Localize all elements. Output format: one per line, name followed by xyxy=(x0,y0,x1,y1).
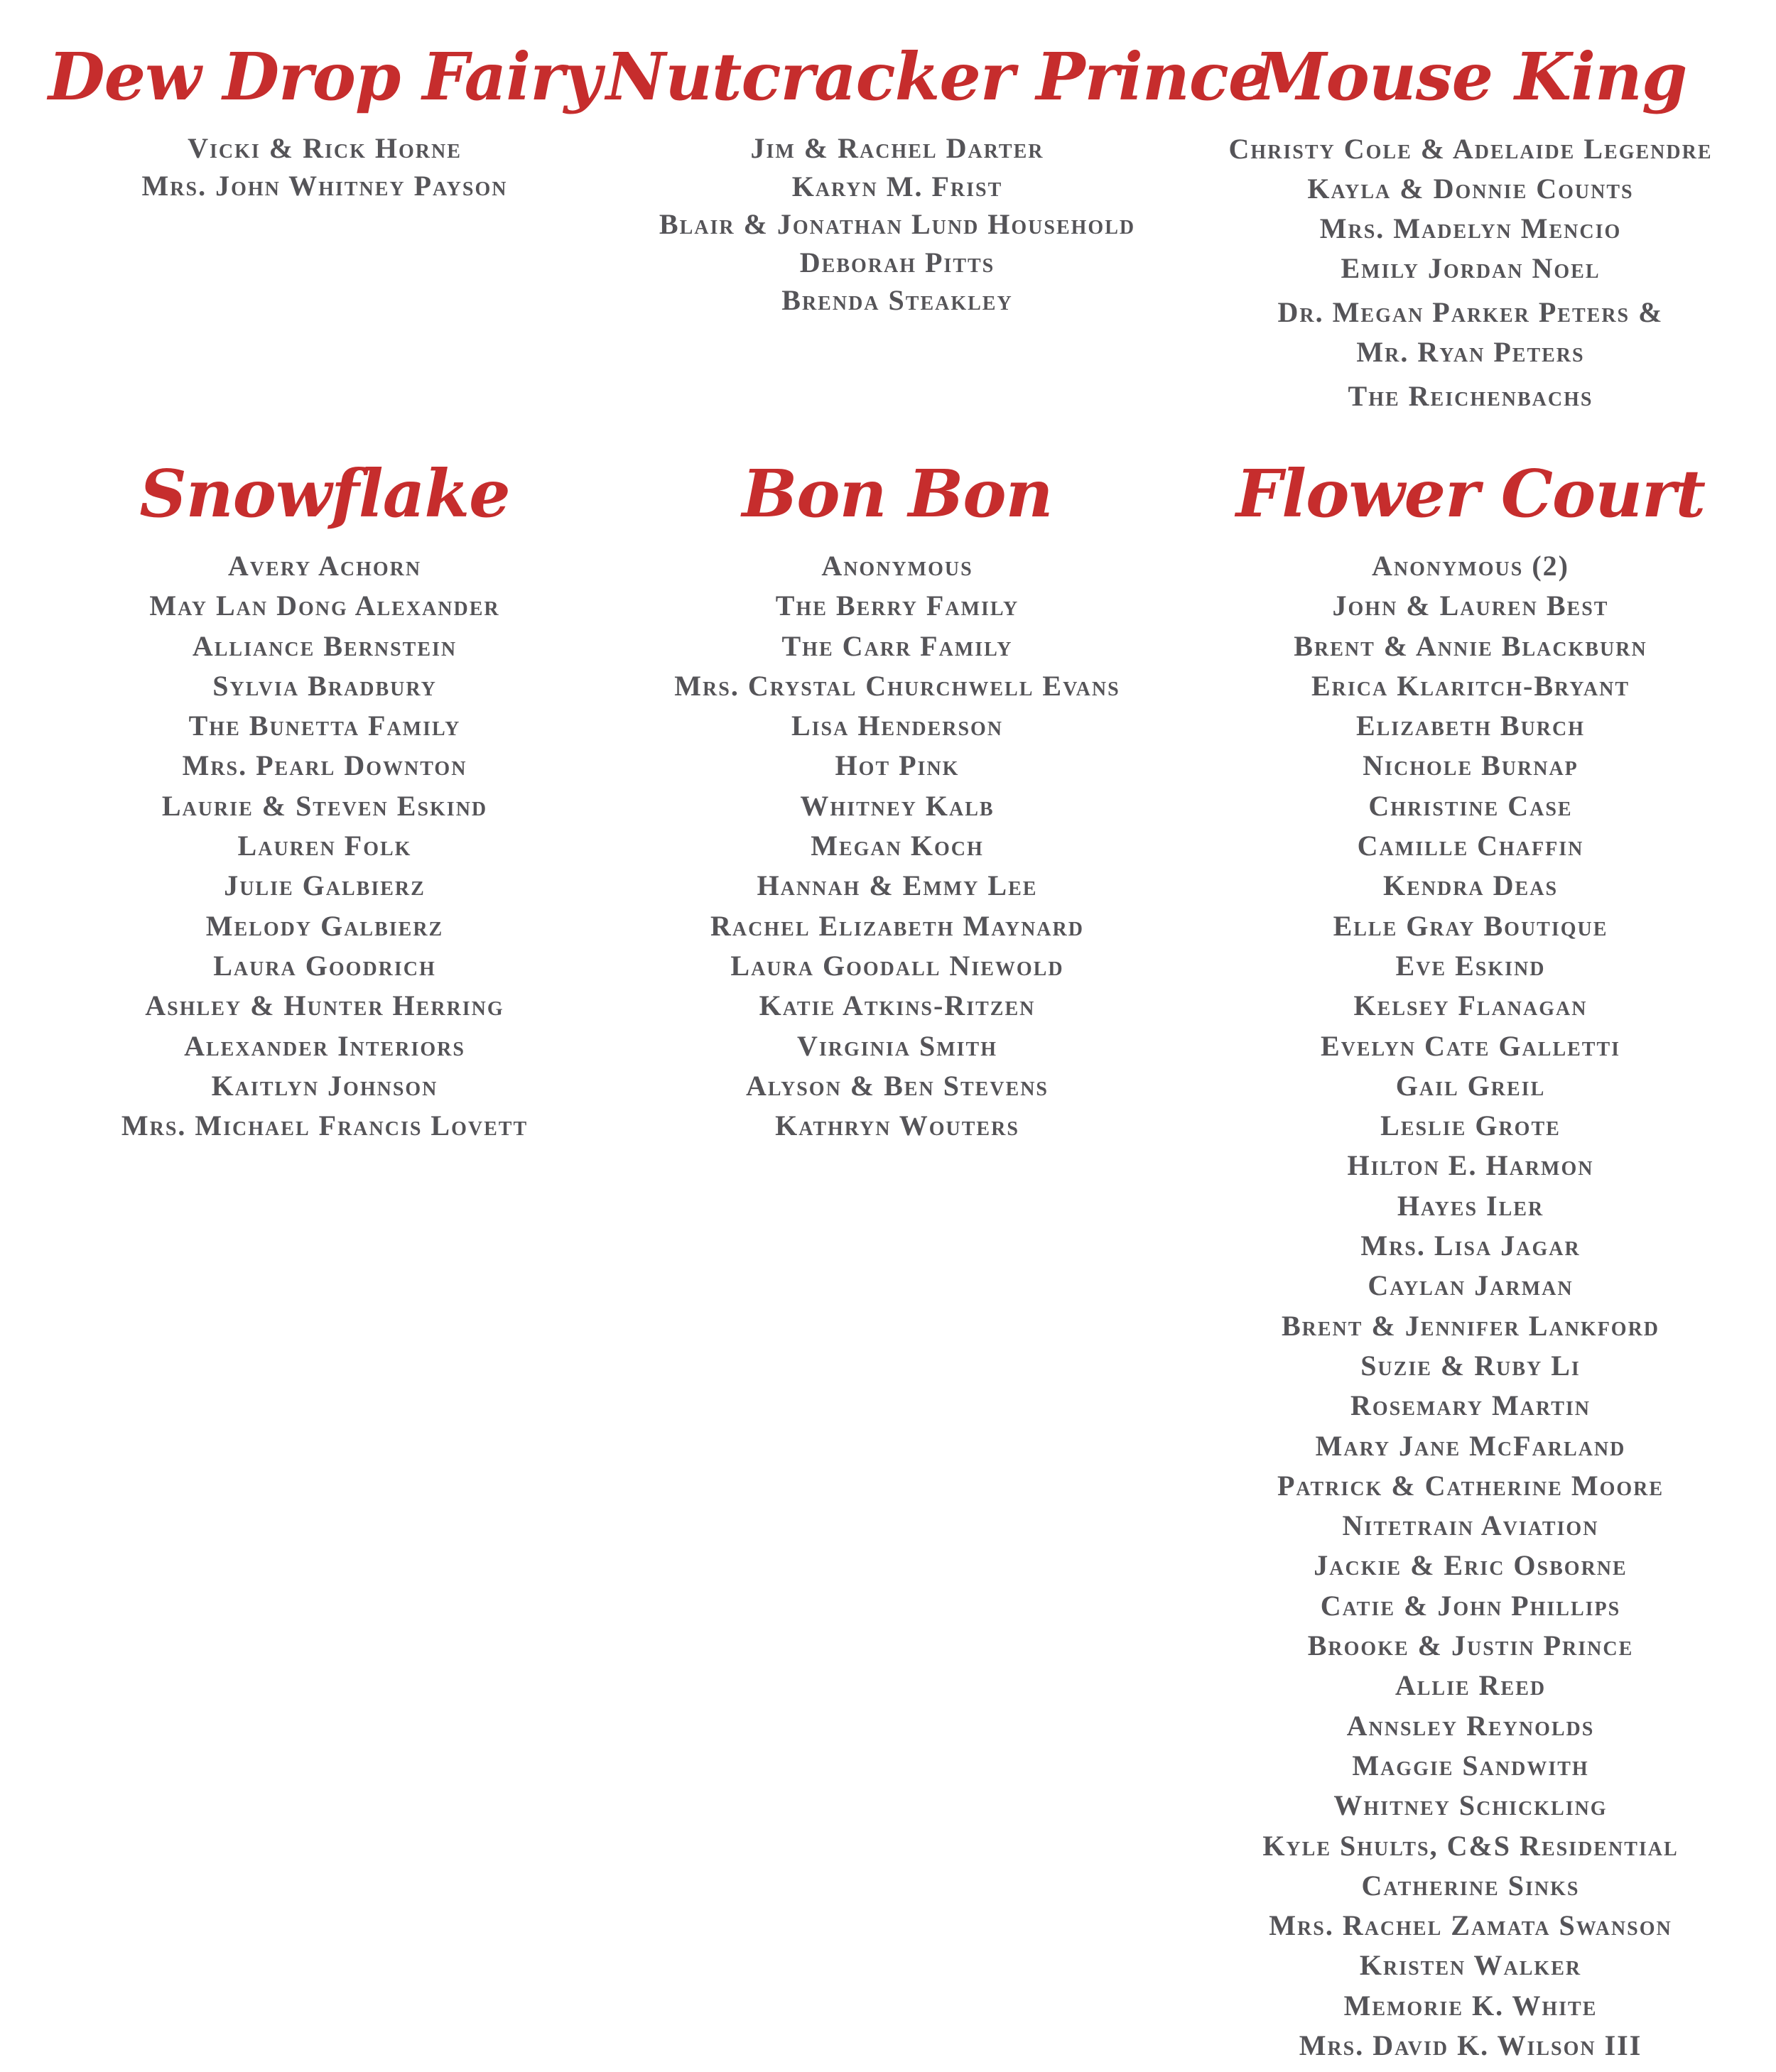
donor-name: Blair & Jonathan Lund Household xyxy=(659,208,1136,240)
donor-name: Sylvia Bradbury xyxy=(212,669,437,702)
donor-name: Mrs. David K. Wilson III xyxy=(1299,2029,1642,2061)
donor-name: Elizabeth Burch xyxy=(1355,710,1586,742)
donor-name: Virginia Smith xyxy=(796,1029,998,1062)
donor-name: Catherine Sinks xyxy=(1361,1869,1580,1902)
donor-name: Memorie K. White xyxy=(1343,1989,1598,2022)
donor-name: Avery Achorn xyxy=(227,550,422,582)
donor-name: Leslie Grote xyxy=(1380,1110,1561,1142)
donor-name: Brenda Steakley xyxy=(781,284,1013,316)
section-dew-drop-fairy xyxy=(33,34,616,205)
donor-name: Mrs. Rachel Zamata Swanson xyxy=(1269,1909,1672,1942)
donor-list xyxy=(1179,546,1762,2066)
donor-name: Mrs. Crystal Churchwell Evans xyxy=(674,669,1120,702)
donor-name: Kelsey Flanagan xyxy=(1353,989,1588,1022)
donor-name: Catie & John Phillips xyxy=(1320,1589,1621,1622)
donor-name: Nichole Burnap xyxy=(1363,749,1579,782)
donor-list xyxy=(33,129,616,205)
donor-name: Kaitlyn Johnson xyxy=(211,1069,438,1102)
donor-name: Suzie & Ruby Li xyxy=(1360,1349,1581,1382)
donor-name: Katie Atkins-Ritzen xyxy=(759,989,1036,1022)
donor-name: Patrick & Catherine Moore xyxy=(1277,1469,1664,1502)
section-title: Mouse King xyxy=(1254,38,1687,115)
section-title: Nutcracker Prince xyxy=(606,38,1269,115)
donor-name: Anonymous (2) xyxy=(1372,550,1569,582)
section-title: Bon Bon xyxy=(742,455,1053,532)
donor-name: Kendra Deas xyxy=(1382,869,1559,902)
donor-name: Brent & Jennifer Lankford xyxy=(1281,1309,1660,1342)
donor-list xyxy=(1179,129,1762,416)
donor-name: Mary Jane McFarland xyxy=(1315,1429,1626,1462)
donor-list xyxy=(33,546,616,1146)
donor-name: Anonymous xyxy=(821,550,973,582)
donor-name: Alliance Bernstein xyxy=(192,629,457,662)
donor-name: Erica Klaritch-Bryant xyxy=(1311,669,1630,702)
donor-name: Laura Goodall Niewold xyxy=(730,949,1064,982)
donor-name: Whitney Kalb xyxy=(800,789,995,822)
donor-name: The Carr Family xyxy=(781,629,1013,662)
donor-name: Dr. Megan Parker Peters & Mr. Ryan Peters xyxy=(1277,296,1664,368)
donor-name: Mrs. Michael Francis Lovett xyxy=(121,1110,529,1142)
donor-name: Annsley Reynolds xyxy=(1346,1709,1595,1742)
donor-name: The Berry Family xyxy=(775,590,1019,622)
donor-name: Allie Reed xyxy=(1395,1669,1547,1702)
donor-name: Rachel Elizabeth Maynard xyxy=(710,909,1084,942)
donor-name: Megan Koch xyxy=(811,830,984,862)
donor-name: Kristen Walker xyxy=(1359,1949,1582,1982)
donor-name: Jim & Rachel Darter xyxy=(750,132,1044,164)
donor-name: Lisa Henderson xyxy=(791,710,1004,742)
donor-name: Mrs. Lisa Jagar xyxy=(1360,1230,1581,1262)
section-nutcracker-prince xyxy=(606,34,1269,320)
donor-name: Hannah & Emmy Lee xyxy=(757,869,1038,902)
donor-name: Maggie Sandwith xyxy=(1352,1749,1589,1781)
donor-name: Karyn M. Frist xyxy=(791,170,1003,202)
section-mouse-king xyxy=(1179,34,1762,416)
donor-name: Brooke & Justin Prince xyxy=(1307,1629,1634,1662)
donor-name: Melody Galbierz xyxy=(205,909,444,942)
donor-name: Alexander Interiors xyxy=(184,1029,465,1062)
donor-name: Julie Galbierz xyxy=(224,869,426,902)
donor-name: Brent & Annie Blackburn xyxy=(1294,629,1647,662)
donor-name: Hayes Iler xyxy=(1397,1189,1544,1222)
section-bon-bon xyxy=(606,451,1188,1146)
section-title: Flower Court xyxy=(1235,455,1706,532)
donor-name: Vicki & Rick Horne xyxy=(188,132,462,164)
donor-name: Christine Case xyxy=(1368,789,1573,822)
donor-name: Camille Chaffin xyxy=(1357,830,1584,862)
donor-list xyxy=(606,546,1188,1146)
donor-name: The Reichenbachs xyxy=(1348,380,1593,412)
donor-name: Kyle Shults, C&S Residential xyxy=(1262,1829,1679,1862)
donor-name: Eve Eskind xyxy=(1395,949,1546,982)
donor-name: Kathryn Wouters xyxy=(775,1110,1019,1142)
donor-name: Whitney Schickling xyxy=(1333,1789,1608,1822)
donor-name: Hot Pink xyxy=(835,749,960,782)
donor-name: Kayla & Donnie Counts xyxy=(1307,173,1634,205)
section-title: Dew Drop Fairy xyxy=(48,38,602,115)
donor-name: Evelyn Cate Galletti xyxy=(1320,1029,1621,1062)
donor-name: May Lan Dong Alexander xyxy=(149,590,500,622)
donor-name: Nitetrain Aviation xyxy=(1342,1509,1599,1542)
donor-name: Mrs. Pearl Downton xyxy=(182,749,467,782)
donor-name: Caylan Jarman xyxy=(1368,1269,1574,1302)
donor-list xyxy=(606,129,1188,320)
section-snowflake xyxy=(33,451,616,1146)
donor-name: Jackie & Eric Osborne xyxy=(1314,1549,1628,1582)
donor-name: Laurie & Steven Eskind xyxy=(161,789,488,822)
donor-name: Elle Gray Boutique xyxy=(1333,909,1608,942)
donor-name: Christy Cole & Adelaide Legendre xyxy=(1228,133,1713,165)
donor-name: Hilton E. Harmon xyxy=(1347,1149,1594,1182)
donor-name: Ashley & Hunter Herring xyxy=(145,989,504,1022)
donor-name: The Bunetta Family xyxy=(188,710,461,742)
section-flower-court xyxy=(1179,451,1762,2066)
donor-name: Emily Jordan Noel xyxy=(1341,252,1601,284)
donor-name: Mrs. Madelyn Mencio xyxy=(1319,212,1622,244)
donor-name: Mrs. John Whitney Payson xyxy=(141,170,508,202)
donor-name: John & Lauren Best xyxy=(1332,590,1609,622)
donor-name: Alyson & Ben Stevens xyxy=(746,1069,1049,1102)
donor-name: Laura Goodrich xyxy=(213,949,436,982)
section-title: Snowflake xyxy=(139,455,510,532)
donor-name: Lauren Folk xyxy=(237,830,412,862)
donor-name: Deborah Pitts xyxy=(799,246,995,278)
donor-name: Rosemary Martin xyxy=(1350,1389,1591,1422)
donor-name: Gail Greil xyxy=(1395,1069,1546,1102)
